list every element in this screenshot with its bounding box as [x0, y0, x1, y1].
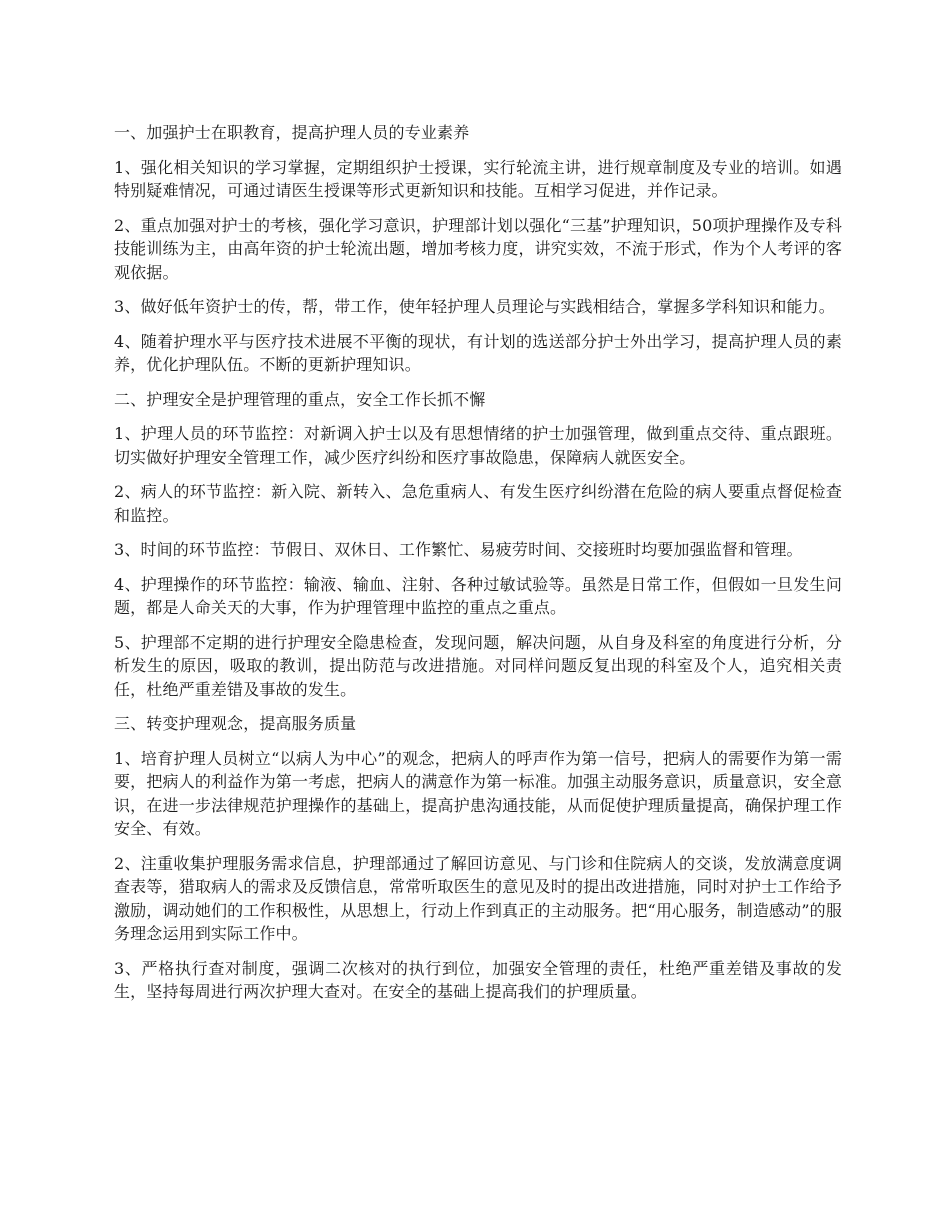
- section-heading: 三、转变护理观念，提高服务质量: [114, 714, 357, 733]
- paragraph: 4、随着护理水平与医疗技术进展不平衡的现状，有计划的选送部分护士外出学习，提高护理人员的素养，优化护理队伍。不断的更新护理知识。: [114, 331, 842, 374]
- paragraph: 1、强化相关知识的学习掌握，定期组织护士授课，实行轮流主讲，进行规章制度及专业的培训。如遇特别疑难情况，可通过请医生授课等形式更新知识和技能。互相学习促进，并作记录。: [114, 157, 842, 200]
- paragraph: 3、做好低年资护士的传，帮，带工作，使年轻护理人员理论与实践相结合，掌握多学科知识和能力。: [114, 297, 835, 316]
- section-heading: 二、护理安全是护理管理的重点，安全工作长抓不懈: [114, 389, 486, 409]
- paragraph: 4、护理操作的环节监控：输液、输血、注射、各种过敏试验等。虽然是日常工作，但假如一旦发生问题，都是人命关天的大事，作为护理管理中监控的重点之重点。: [114, 574, 842, 617]
- section-3: [114, 712, 842, 1004]
- paragraph: 1、护理人员的环节监控：对新调入护士以及有思想情绪的护士加强管理，做到重点交待、重点跟班。切实做好护理安全管理工作，减少医疗纠纷和医疗事故隐患，保障病人就医安全。: [114, 424, 842, 467]
- paragraph: 5、护理部不定期的进行护理安全隐患检查，发现问题，解决问题，从自身及科室的角度进行分析，分析发生的原因，吸取的教训，提出防范与改进措施。对同样问题反复出现的科室及个人，追究相关责任，杜绝严重差错及事故的发生。: [114, 632, 842, 699]
- paragraph: 2、重点加强对护士的考核，强化学习意识，护理部计划以强化“三基”护理知识，50项护理操作及专科技能训练为主，由高年资的护士轮流出题，增加考核力度，讲究实效，不流于形式，作为个人考评的客观依据。: [114, 215, 842, 282]
- paragraph: 1、培育护理人员树立“以病人为中心”的观念，把病人的呼声作为第一信号，把病人的需要作为第一需要，把病人的利益作为第一考虑，把病人的满意作为第一标准。加强主动服务意识，质量意识，安全意识，在进一步法律规范护理操作的基础上，提高护患沟通技能，从而促使护理质量提高，确保护理工作安全、有效。: [114, 748, 842, 838]
- paragraph: 2、注重收集护理服务需求信息，护理部通过了解回访意见、与门诊和住院病人的交谈，发放满意度调查表等，猎取病人的需求及反馈信息，常常听取医生的意见及时的提出改进措施，同时对护士工作给予激励，调动她们的工作积极性，从思想上，行动上作到真正的主动服务。把“用心服务，制造感动”的服务理念运用到实际工作中。: [114, 853, 842, 943]
- document-body: [114, 121, 842, 1015]
- paragraph: 3、严格执行查对制度，强调二次核对的执行到位，加强安全管理的责任，杜绝严重差错及事故的发生，坚持每周进行两次护理大查对。在安全的基础上提高我们的护理质量。: [114, 958, 842, 1001]
- section-2: [114, 388, 842, 702]
- paragraph: 3、时间的环节监控：节假日、双休日、工作繁忙、易疲劳时间、交接班时均要加强监督和管理。: [114, 540, 803, 559]
- section-1: [114, 121, 842, 377]
- paragraph: 2、病人的环节监控：新入院、新转入、急危重病人、有发生医疗纠纷潜在危险的病人要重点督促检查和监控。: [114, 482, 842, 525]
- section-heading: 一、加强护士在职教育，提高护理人员的专业素养: [114, 123, 470, 142]
